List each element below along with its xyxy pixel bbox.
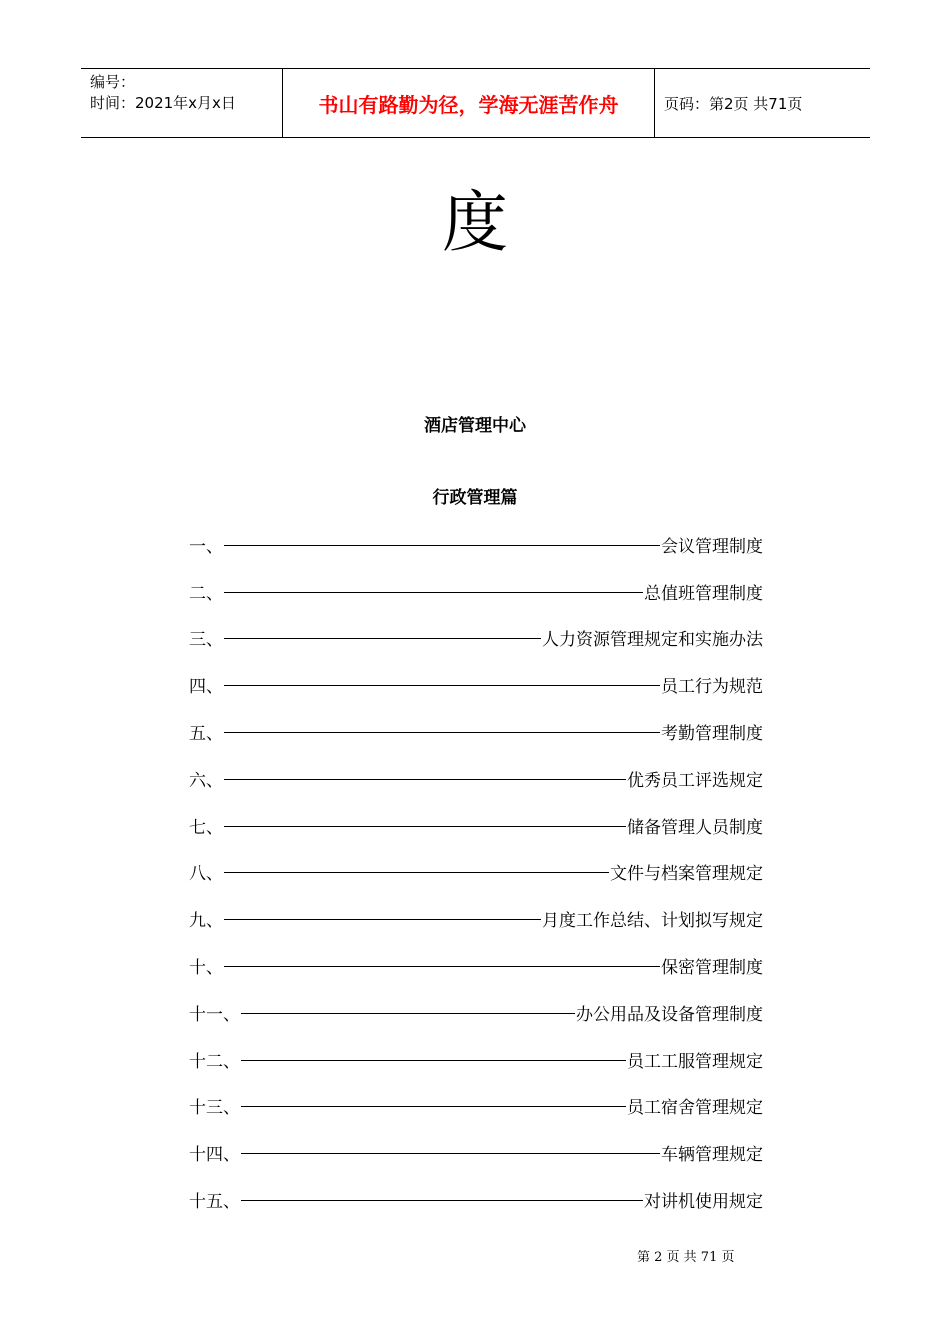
toc-item bbox=[189, 895, 763, 942]
toc-item-number: 三、 bbox=[189, 630, 223, 651]
toc-item bbox=[189, 568, 763, 615]
toc-leader-line bbox=[241, 1106, 626, 1107]
toc-item bbox=[189, 615, 763, 662]
toc-item-number: 十四、 bbox=[189, 1145, 240, 1166]
toc-item bbox=[189, 708, 763, 755]
toc-item-number: 十三、 bbox=[189, 1098, 240, 1119]
toc-item-title: 车辆管理规定 bbox=[661, 1145, 763, 1166]
toc-item-number: 六、 bbox=[189, 770, 223, 791]
toc-item-title: 保密管理制度 bbox=[661, 958, 763, 979]
toc-item bbox=[189, 989, 763, 1036]
toc-item-number: 四、 bbox=[189, 677, 223, 698]
toc-leader-line bbox=[224, 826, 626, 827]
toc-item-title: 储备管理人员制度 bbox=[627, 817, 763, 838]
toc-item-title: 办公用品及设备管理制度 bbox=[576, 1004, 763, 1025]
toc-item bbox=[189, 942, 763, 989]
toc-item-title: 考勤管理制度 bbox=[661, 724, 763, 745]
toc-item-number: 九、 bbox=[189, 911, 223, 932]
toc-item bbox=[189, 1036, 763, 1083]
toc-item-title: 对讲机使用规定 bbox=[644, 1192, 763, 1213]
toc-item-title: 月度工作总结、计划拟写规定 bbox=[542, 911, 763, 932]
toc-item-number: 二、 bbox=[189, 583, 223, 604]
toc-leader-line bbox=[224, 638, 541, 639]
toc-item-title: 总值班管理制度 bbox=[644, 583, 763, 604]
toc-item-title: 员工行为规范 bbox=[661, 677, 763, 698]
toc-item-title: 员工工服管理规定 bbox=[627, 1051, 763, 1072]
toc-item-number: 十二、 bbox=[189, 1051, 240, 1072]
toc-leader-line bbox=[241, 1060, 626, 1061]
toc-leader-line bbox=[224, 685, 660, 686]
page-header bbox=[81, 68, 870, 138]
toc-leader-line bbox=[224, 872, 609, 873]
section-title: 行政管理篇 bbox=[432, 488, 518, 508]
page-footer: 第 2 页 共 71 页 bbox=[637, 1250, 735, 1265]
toc-item-number: 五、 bbox=[189, 724, 223, 745]
toc-item bbox=[189, 849, 763, 896]
toc-item-number: 十五、 bbox=[189, 1192, 240, 1213]
toc-leader-line bbox=[224, 919, 541, 920]
toc-item-number: 十一、 bbox=[189, 1004, 240, 1025]
big-character: 度 bbox=[442, 184, 508, 261]
center-title: 酒店管理中心 bbox=[424, 416, 526, 436]
toc-leader-line bbox=[241, 1153, 660, 1154]
time-label: 时间：2021年x月x日 bbox=[90, 94, 236, 112]
table-of-contents bbox=[189, 521, 763, 1223]
toc-item-title: 文件与档案管理规定 bbox=[610, 864, 763, 885]
toc-item bbox=[189, 755, 763, 802]
toc-item-number: 十、 bbox=[189, 958, 223, 979]
toc-leader-line bbox=[241, 1013, 575, 1014]
toc-item-title: 员工宿舍管理规定 bbox=[627, 1098, 763, 1119]
toc-leader-line bbox=[224, 966, 660, 967]
toc-leader-line bbox=[224, 545, 660, 546]
toc-item-number: 七、 bbox=[189, 817, 223, 838]
header-motto: 书山有路勤为径，学海无涯苦作舟 bbox=[282, 69, 655, 137]
toc-item bbox=[189, 1083, 763, 1130]
number-label: 编号： bbox=[90, 73, 136, 91]
toc-item bbox=[189, 802, 763, 849]
toc-leader-line bbox=[224, 732, 660, 733]
toc-item-number: 八、 bbox=[189, 864, 223, 885]
header-page-info: 页码：第2页 共71页 bbox=[664, 94, 803, 113]
toc-item-title: 优秀员工评选规定 bbox=[627, 770, 763, 791]
toc-leader-line bbox=[241, 1200, 643, 1201]
toc-item bbox=[189, 1176, 763, 1223]
toc-item bbox=[189, 661, 763, 708]
toc-item-title: 会议管理制度 bbox=[661, 536, 763, 557]
toc-item-title: 人力资源管理规定和实施办法 bbox=[542, 630, 763, 651]
toc-leader-line bbox=[224, 779, 626, 780]
toc-item-number: 一、 bbox=[189, 536, 223, 557]
toc-item bbox=[189, 1129, 763, 1176]
toc-leader-line bbox=[224, 592, 643, 593]
toc-item bbox=[189, 521, 763, 568]
header-meta bbox=[81, 69, 282, 137]
